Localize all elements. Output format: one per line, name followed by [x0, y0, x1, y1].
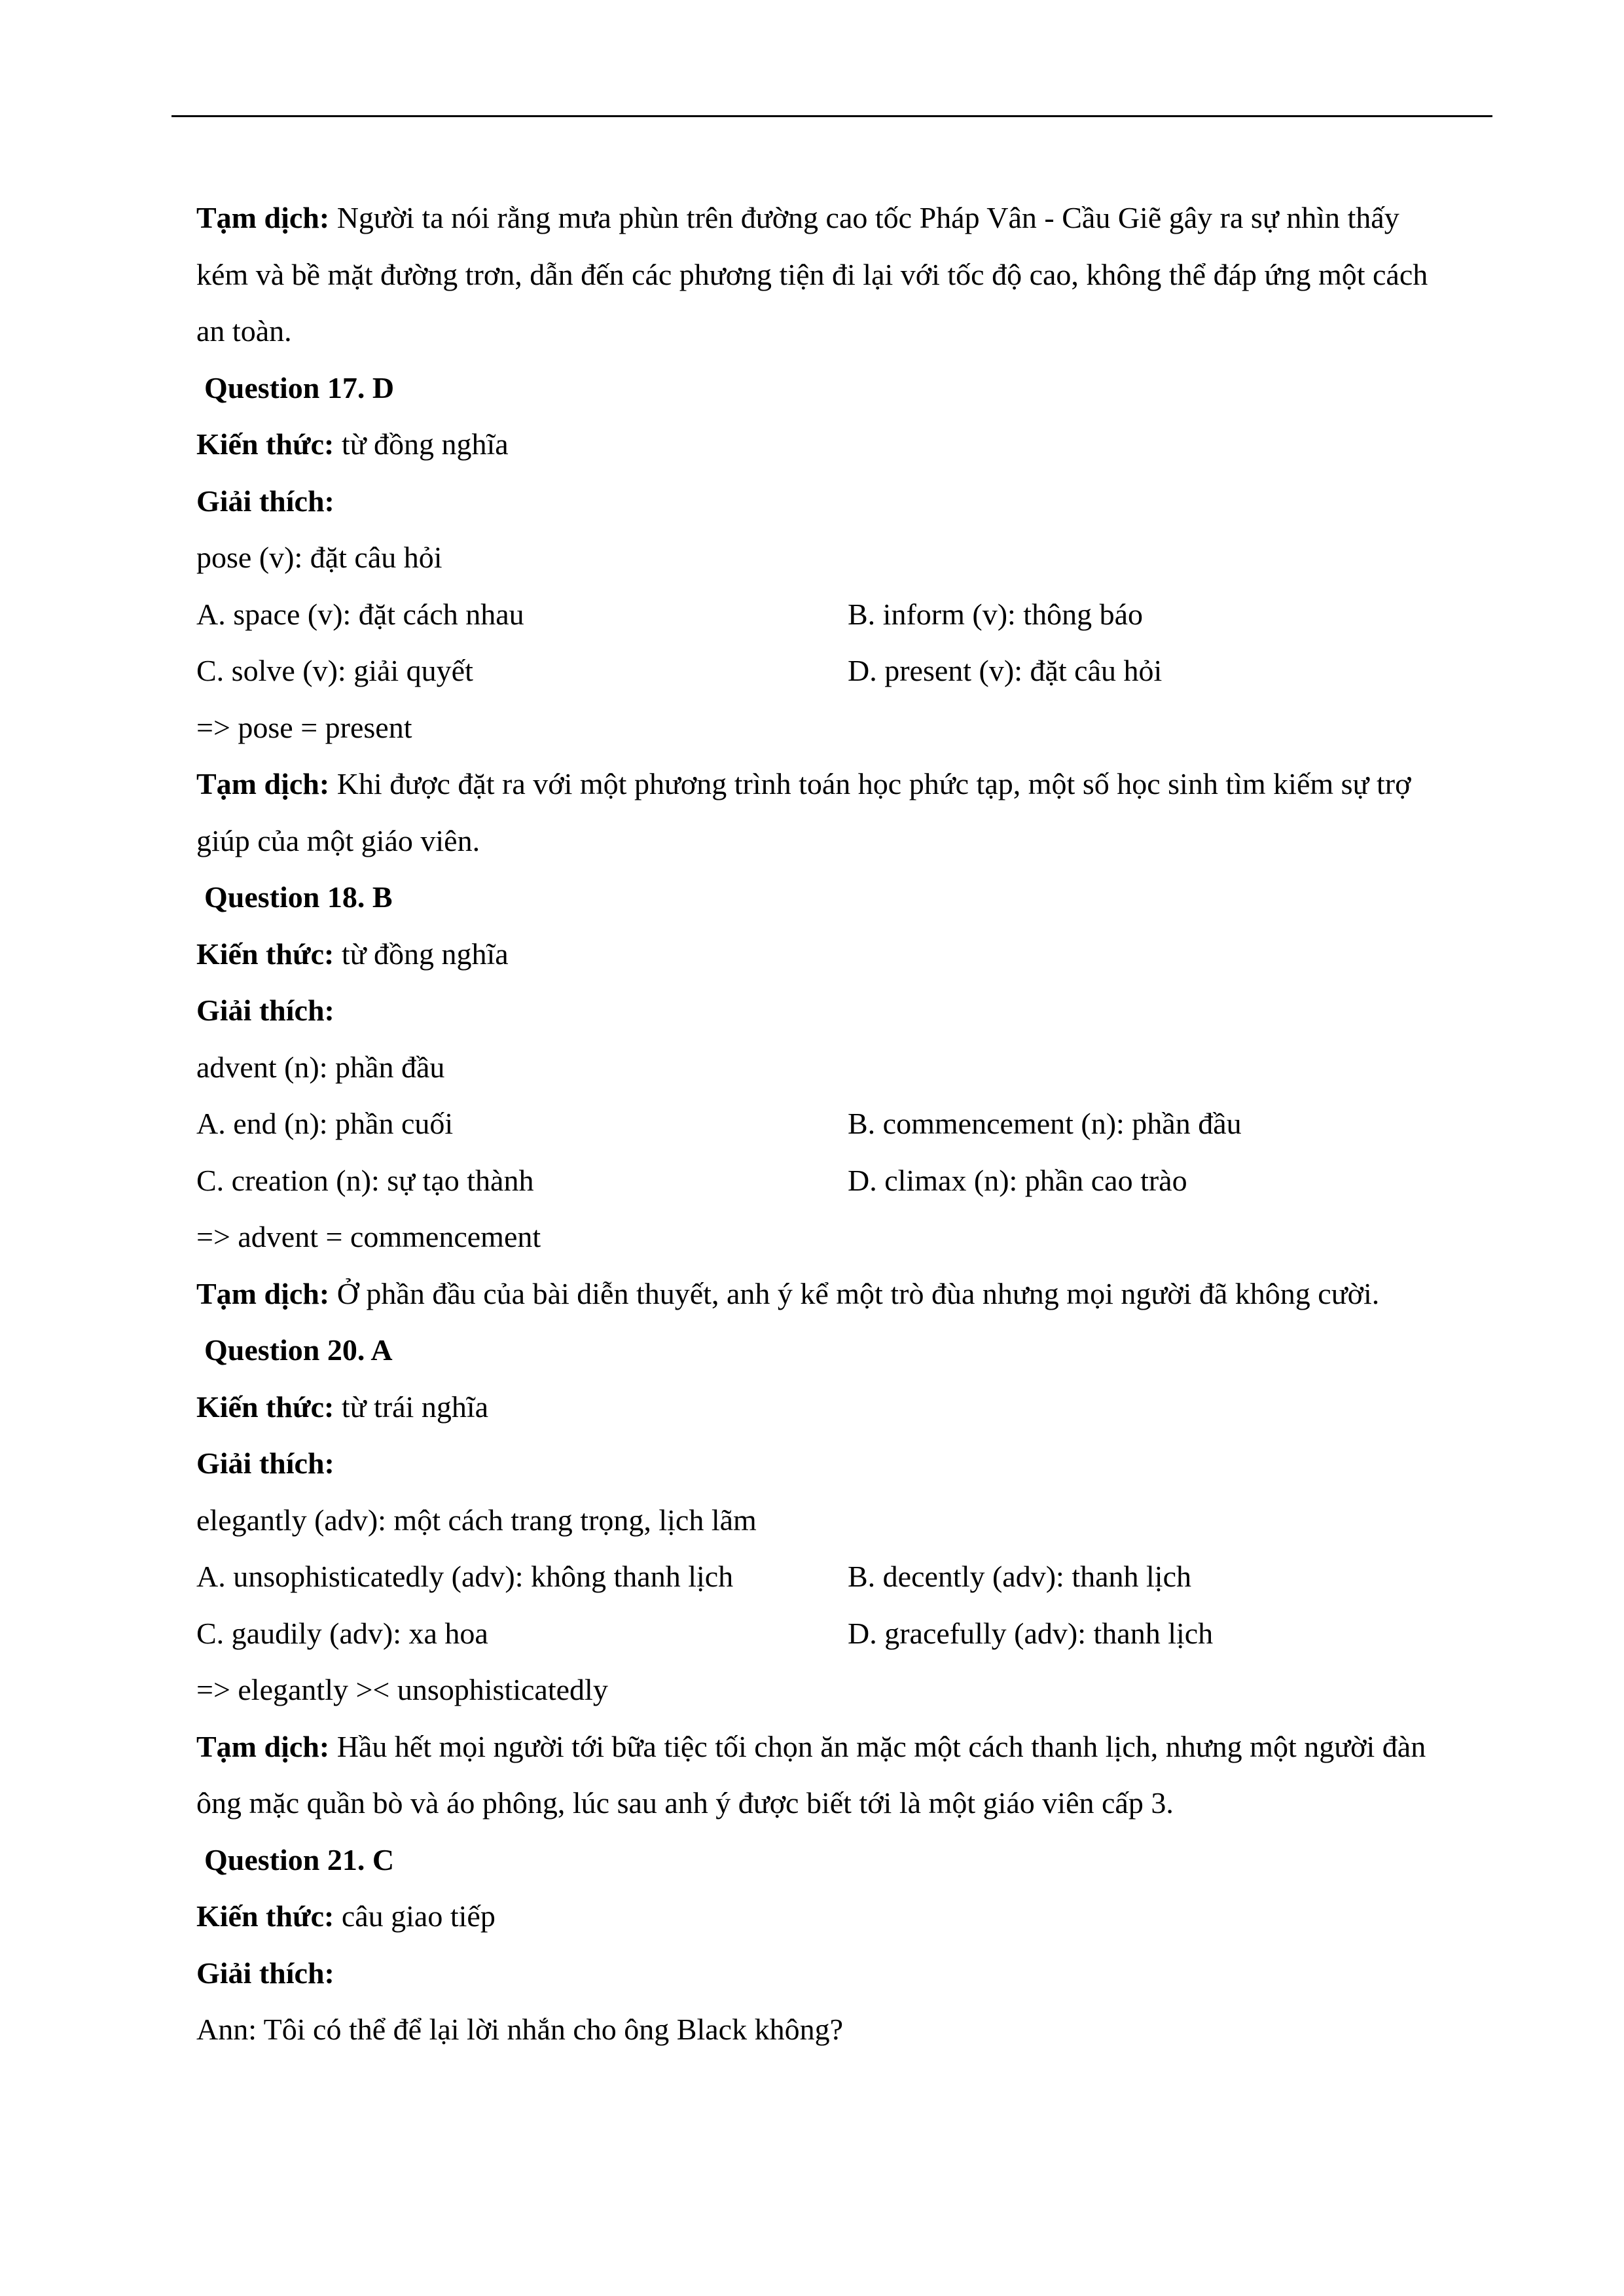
translation-text: Khi được đặt ra với một phương trình toán học phức tạp, một số học sinh tìm kiếm sự trợ giúp của một giáo viên. [196, 767, 1411, 857]
knowledge-line [196, 416, 1434, 473]
knowledge-line [196, 1888, 1434, 1945]
translation-label: Tạm dịch: [196, 767, 330, 800]
option-c: C. creation (n): sự tạo thành [196, 1163, 534, 1197]
knowledge-line [196, 1379, 1434, 1436]
option-c: C. gaudily (adv): xa hoa [196, 1616, 488, 1650]
knowledge-text: từ đồng nghĩa [334, 427, 509, 461]
stem-text: elegantly (adv): một cách trang trọng, lịch lãm [196, 1503, 757, 1537]
document-body [196, 190, 1434, 2058]
option-b: B. inform (v): thông báo [848, 597, 1143, 631]
options-grid [196, 1549, 1434, 1662]
option-d: D. gracefully (adv): thanh lịch [848, 1616, 1214, 1650]
translation-text: Người ta nói rằng mưa phùn trên đường cao tốc Pháp Vân - Cầu Giẽ gây ra sự nhìn thấy kém và bề mặt đường trơn, dẫn đến các phương tiện đi lại với tốc độ cao, không thể đáp ứng một cách an toàn. [196, 201, 1428, 348]
header-rule [171, 115, 1492, 117]
knowledge-label: Kiến thức: [196, 1390, 334, 1424]
translation-label: Tạm dịch: [196, 1276, 330, 1310]
option-a: A. end (n): phần cuối [196, 1107, 454, 1140]
translation-text: Ở phần đầu của bài diễn thuyết, anh ý kể một trò đùa nhưng mọi người đã không cười. [329, 1276, 1380, 1310]
stem-text: Ann: Tôi có thể để lại lời nhắn cho ông Black không? [196, 2013, 843, 2046]
option-d: D. climax (n): phần cao trào [848, 1163, 1187, 1197]
translation-label: Tạm dịch: [196, 1729, 330, 1763]
option-b: B. commencement (n): phần đầu [848, 1107, 1242, 1140]
explain-label: Giải thích: [196, 484, 334, 518]
translation-paragraph [196, 190, 1434, 360]
question-heading: Question 17. D [204, 370, 395, 404]
knowledge-label: Kiến thức: [196, 937, 334, 971]
stem-text: pose (v): đặt câu hỏi [196, 541, 442, 574]
option-d: D. present (v): đặt câu hỏi [848, 654, 1163, 687]
conclusion-text: => advent = commencement [196, 1220, 541, 1253]
question-heading: Question 21. C [204, 1842, 395, 1876]
knowledge-label: Kiến thức: [196, 1899, 334, 1933]
question-heading: Question 20. A [204, 1333, 393, 1367]
conclusion-text: => pose = present [196, 710, 412, 744]
conclusion-text: => elegantly >< unsophisticatedly [196, 1673, 608, 1706]
translation-paragraph [196, 756, 1434, 869]
knowledge-text: câu giao tiếp [334, 1899, 496, 1933]
knowledge-text: từ trái nghĩa [334, 1390, 489, 1424]
question-heading: Question 18. B [204, 880, 393, 914]
explain-label: Giải thích: [196, 1446, 334, 1480]
knowledge-line [196, 926, 1434, 983]
option-b: B. decently (adv): thanh lịch [848, 1560, 1192, 1593]
knowledge-text: từ đồng nghĩa [334, 937, 509, 971]
explain-label: Giải thích: [196, 994, 334, 1027]
option-c: C. solve (v): giải quyết [196, 654, 473, 687]
explain-label: Giải thích: [196, 1956, 334, 1990]
options-grid [196, 1096, 1434, 1209]
translation-text: Hầu hết mọi người tới bữa tiệc tối chọn ăn mặc một cách thanh lịch, nhưng một người đàn ông mặc quần bò và áo phông, lúc sau anh ý được biết tới là một giáo viên cấp 3. [196, 1729, 1426, 1820]
stem-text: advent (n): phần đầu [196, 1050, 445, 1084]
translation-paragraph [196, 1266, 1434, 1323]
translation-paragraph [196, 1719, 1434, 1832]
options-grid [196, 586, 1434, 700]
knowledge-label: Kiến thức: [196, 427, 334, 461]
option-a: A. space (v): đặt cách nhau [196, 597, 524, 631]
translation-label: Tạm dịch: [196, 201, 330, 234]
option-a: A. unsophisticatedly (adv): không thanh lịch [196, 1560, 734, 1593]
